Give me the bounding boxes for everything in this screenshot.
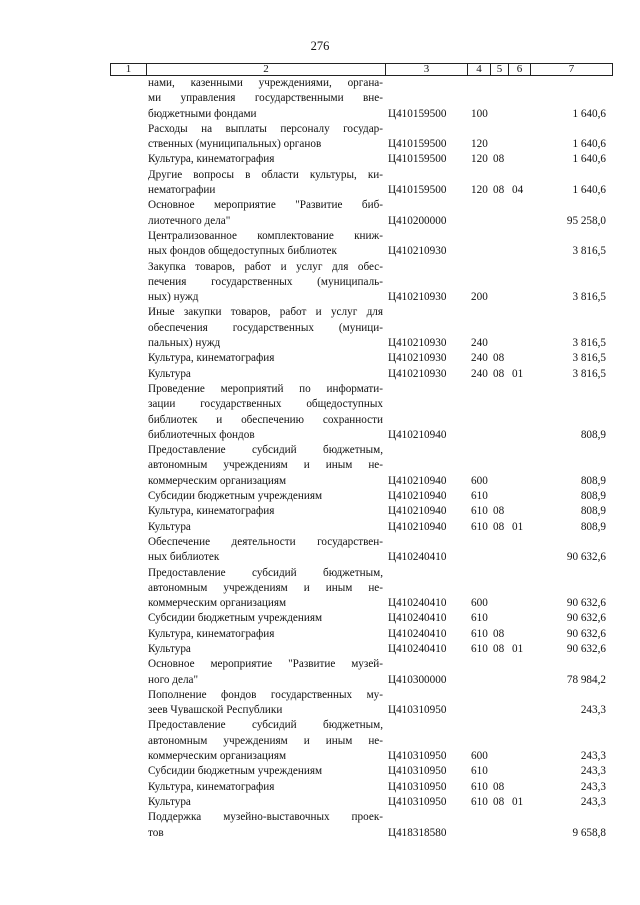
row-name-line: печения государственных (муниципаль- [148, 275, 383, 288]
row-name-line: Закупка товаров, работ и услуг для обес- [148, 260, 383, 273]
header-col-7: 7 [568, 63, 575, 75]
row-sum: 3 816,5 [572, 245, 606, 258]
row-rz: 08 [493, 367, 505, 380]
row-name [148, 260, 383, 306]
row-name-line: Проведение мероприятий по информати- [148, 382, 383, 395]
row-code: Ц410240410 [388, 597, 447, 610]
row-name-line: Иные закупки товаров, работ и услуг для [148, 306, 383, 319]
row-vr: 610 [471, 780, 488, 793]
row-code: Ц410240410 [388, 551, 447, 564]
table-row [0, 688, 640, 719]
table-header [110, 63, 613, 76]
row-sum: 243,3 [580, 780, 606, 793]
table-row [0, 764, 640, 779]
row-name [148, 627, 383, 642]
page-number: 276 [310, 39, 330, 53]
row-name-line: нами, казенными учреждениями, органа- [148, 77, 383, 89]
row-name-line: Расходы на выплаты персоналу государ- [148, 122, 383, 135]
row-sum: 243,3 [580, 795, 606, 808]
row-name-line: зации государственных общедоступных [148, 398, 383, 411]
header-col-6: 6 [509, 64, 531, 75]
row-name-line: автономным учреждениям и иным не- [148, 734, 383, 747]
table-row [0, 367, 640, 382]
row-code: Ц410240410 [388, 627, 447, 640]
table-row [0, 780, 640, 795]
row-name [148, 351, 383, 366]
row-code: Ц410210940 [388, 505, 447, 518]
row-name [148, 566, 383, 612]
row-sum: 808,9 [580, 505, 606, 518]
row-name [148, 489, 383, 504]
row-rz: 08 [493, 795, 505, 808]
table-row [0, 611, 640, 626]
row-vr: 120 [471, 184, 488, 197]
row-name [148, 780, 383, 795]
row-name [148, 520, 383, 535]
header-col-5: 5 [491, 64, 509, 75]
row-code: Ц410159500 [388, 107, 447, 120]
row-sum: 243,3 [580, 750, 606, 763]
row-sum: 808,9 [580, 428, 606, 441]
row-sum: 243,3 [580, 765, 606, 778]
row-code: Ц410159500 [388, 153, 447, 166]
row-code: Ц410310950 [388, 750, 447, 763]
row-sum: 3 816,5 [572, 337, 606, 350]
row-name-line: Другие вопросы в области культуры, ки- [148, 168, 383, 181]
row-sum: 3 816,5 [572, 367, 606, 380]
row-name [148, 305, 383, 351]
row-sum: 95 258,0 [566, 214, 606, 227]
table-row [0, 305, 640, 351]
row-code: Ц410310950 [388, 795, 447, 808]
row-name-line: пальных) нужд [148, 337, 221, 350]
header-col-1: 1 [111, 64, 147, 75]
row-vr: 610 [471, 642, 488, 655]
row-name-line: нематографии [148, 184, 216, 197]
row-name-line: зеев Чувашской Республики [148, 704, 283, 717]
row-name [148, 122, 383, 153]
row-name-line: Основное мероприятие "Развитие биб- [148, 199, 383, 212]
table-body [0, 76, 640, 841]
row-rz: 08 [493, 642, 505, 655]
row-name [148, 642, 383, 657]
row-name-line: автономным учреждениям и иным не- [148, 459, 383, 472]
row-code: Ц410210930 [388, 367, 447, 380]
row-name [148, 657, 383, 688]
table-row [0, 443, 640, 489]
row-code: Ц410240410 [388, 612, 447, 625]
row-name-line: Предоставление субсидий бюджетным, [148, 719, 383, 732]
row-code: Ц410300000 [388, 673, 447, 686]
row-code: Ц410210930 [388, 352, 447, 365]
row-name-line: библиотечных фондов [148, 428, 255, 441]
table-row [0, 489, 640, 504]
row-rz: 08 [493, 505, 505, 518]
row-sum: 1 640,6 [572, 184, 606, 197]
row-vr: 610 [471, 490, 488, 503]
row-name [148, 810, 383, 841]
row-name [148, 382, 383, 443]
row-pr: 01 [512, 642, 524, 655]
row-name-line: Культура [148, 520, 191, 533]
row-name-line: Культура, кинематография [148, 352, 275, 365]
row-name-line: коммерческим организациям [148, 597, 287, 610]
row-vr: 610 [471, 627, 488, 640]
table-row [0, 168, 640, 199]
row-code: Ц410210940 [388, 490, 447, 503]
table-row [0, 810, 640, 841]
row-name [148, 611, 383, 626]
row-name-line: Обеспечение деятельности государствен- [148, 535, 383, 548]
row-name-line: тов [148, 826, 164, 839]
row-sum: 808,9 [580, 520, 606, 533]
row-sum: 90 632,6 [566, 551, 606, 564]
row-rz: 08 [493, 352, 505, 365]
table-row [0, 198, 640, 229]
row-code: Ц410210930 [388, 337, 447, 350]
row-name-line: ных) нужд [148, 291, 199, 304]
row-vr: 240 [471, 367, 488, 380]
row-name-line: Культура, кинематография [148, 780, 275, 793]
row-sum: 808,9 [580, 474, 606, 487]
row-vr: 610 [471, 795, 488, 808]
row-sum: 243,3 [580, 704, 606, 717]
row-sum: 3 816,5 [572, 291, 606, 304]
row-vr: 120 [471, 153, 488, 166]
row-name [148, 443, 383, 489]
table-row [0, 535, 640, 566]
row-name [148, 76, 383, 122]
header-col-3: 3 [386, 64, 468, 75]
row-rz: 08 [493, 184, 505, 197]
row-name-line: обеспечения государственных (муници- [148, 321, 383, 334]
row-name-line: Основное мероприятие "Развитие музей- [148, 658, 383, 671]
row-name-line: коммерческим организациям [148, 750, 287, 763]
header-col-4: 4 [468, 64, 491, 75]
row-name-line: Культура, кинематография [148, 627, 275, 640]
table-row [0, 627, 640, 642]
table-row [0, 642, 640, 657]
row-name [148, 229, 383, 260]
row-name [148, 152, 383, 167]
row-code: Ц410210930 [388, 245, 447, 258]
row-name-line: Субсидии бюджетным учреждениям [148, 765, 323, 778]
table-row [0, 229, 640, 260]
row-code: Ц410240410 [388, 642, 447, 655]
row-name-line: ного дела" [148, 673, 199, 686]
row-name-line: Предоставление субсидий бюджетным, [148, 566, 383, 579]
row-rz: 08 [493, 627, 505, 640]
row-name-line: ственных (муниципальных) органов [148, 138, 322, 151]
row-vr: 200 [471, 291, 488, 304]
row-sum: 3 816,5 [572, 352, 606, 365]
row-name-line: бюджетными фондами [148, 107, 257, 120]
row-name-line: Культура, кинематография [148, 505, 275, 518]
row-name-line: Поддержка музейно-выставочных проек- [148, 811, 383, 824]
row-sum: 9 658,8 [572, 826, 606, 839]
row-code: Ц410159500 [388, 138, 447, 151]
row-vr: 610 [471, 505, 488, 518]
row-name-line: Субсидии бюджетным учреждениям [148, 490, 323, 503]
table-row [0, 795, 640, 810]
row-code: Ц410210940 [388, 428, 447, 441]
row-vr: 610 [471, 520, 488, 533]
row-name [148, 198, 383, 229]
row-vr: 610 [471, 765, 488, 778]
row-code: Ц418318580 [388, 826, 447, 839]
row-name-line: библиотек и обеспечению сохранности [148, 413, 383, 426]
table-row [0, 566, 640, 612]
row-name-line: лиотечного дела" [148, 214, 231, 227]
row-name [148, 504, 383, 519]
row-name-line: Субсидии бюджетным учреждениям [148, 612, 323, 625]
row-name [148, 367, 383, 382]
row-vr: 600 [471, 597, 488, 610]
table-row [0, 657, 640, 688]
row-sum: 90 632,6 [566, 627, 606, 640]
row-sum: 78 984,2 [566, 673, 606, 686]
table-row [0, 351, 640, 366]
table-row [0, 718, 640, 764]
row-vr: 100 [471, 107, 488, 120]
row-code: Ц410310950 [388, 704, 447, 717]
row-name [148, 795, 383, 810]
row-name-line: ных библиотек [148, 551, 220, 564]
header-col-2: 2 [147, 64, 386, 75]
row-vr: 240 [471, 337, 488, 350]
row-code: Ц410210940 [388, 520, 447, 533]
row-pr: 01 [512, 367, 524, 380]
table-row [0, 260, 640, 306]
row-code: Ц410210930 [388, 291, 447, 304]
row-name-line: ми управления государственными вне- [148, 92, 383, 105]
row-code: Ц410159500 [388, 184, 447, 197]
table-row [0, 122, 640, 153]
row-name-line: Пополнение фондов государственных му- [148, 688, 383, 701]
row-code: Ц410310950 [388, 780, 447, 793]
table-row [0, 504, 640, 519]
row-pr: 04 [512, 184, 524, 197]
row-name-line: Культура [148, 795, 191, 808]
row-code: Ц410210940 [388, 474, 447, 487]
row-vr: 120 [471, 138, 488, 151]
row-vr: 600 [471, 750, 488, 763]
row-sum: 90 632,6 [566, 612, 606, 625]
row-name-line: автономным учреждениям и иным не- [148, 581, 383, 594]
row-rz: 08 [493, 780, 505, 793]
row-name-line: Предоставление субсидий бюджетным, [148, 444, 383, 457]
row-pr: 01 [512, 520, 524, 533]
table-row [0, 152, 640, 167]
row-code: Ц410200000 [388, 214, 447, 227]
row-name-line: Культура [148, 642, 191, 655]
row-name [148, 535, 383, 566]
row-sum: 1 640,6 [572, 153, 606, 166]
row-vr: 610 [471, 612, 488, 625]
row-sum: 808,9 [580, 490, 606, 503]
row-pr: 01 [512, 795, 524, 808]
row-name-line: Культура, кинематография [148, 153, 275, 166]
table-row [0, 520, 640, 535]
row-sum: 90 632,6 [566, 597, 606, 610]
row-name-line: Централизованное комплектование книж- [148, 229, 383, 242]
row-name-line: Культура [148, 367, 191, 380]
row-name [148, 764, 383, 779]
row-name [148, 688, 383, 719]
table-row [0, 76, 640, 122]
row-rz: 08 [493, 153, 505, 166]
row-name [148, 168, 383, 199]
table-row [0, 382, 640, 443]
row-name [148, 718, 383, 764]
row-sum: 1 640,6 [572, 107, 606, 120]
row-sum: 1 640,6 [572, 138, 606, 151]
row-sum: 90 632,6 [566, 642, 606, 655]
row-rz: 08 [493, 520, 505, 533]
row-vr: 240 [471, 352, 488, 365]
row-code: Ц410310950 [388, 765, 447, 778]
row-name-line: ных фондов общедоступных библиотек [148, 245, 337, 258]
row-name-line: коммерческим организациям [148, 474, 287, 487]
row-vr: 600 [471, 474, 488, 487]
